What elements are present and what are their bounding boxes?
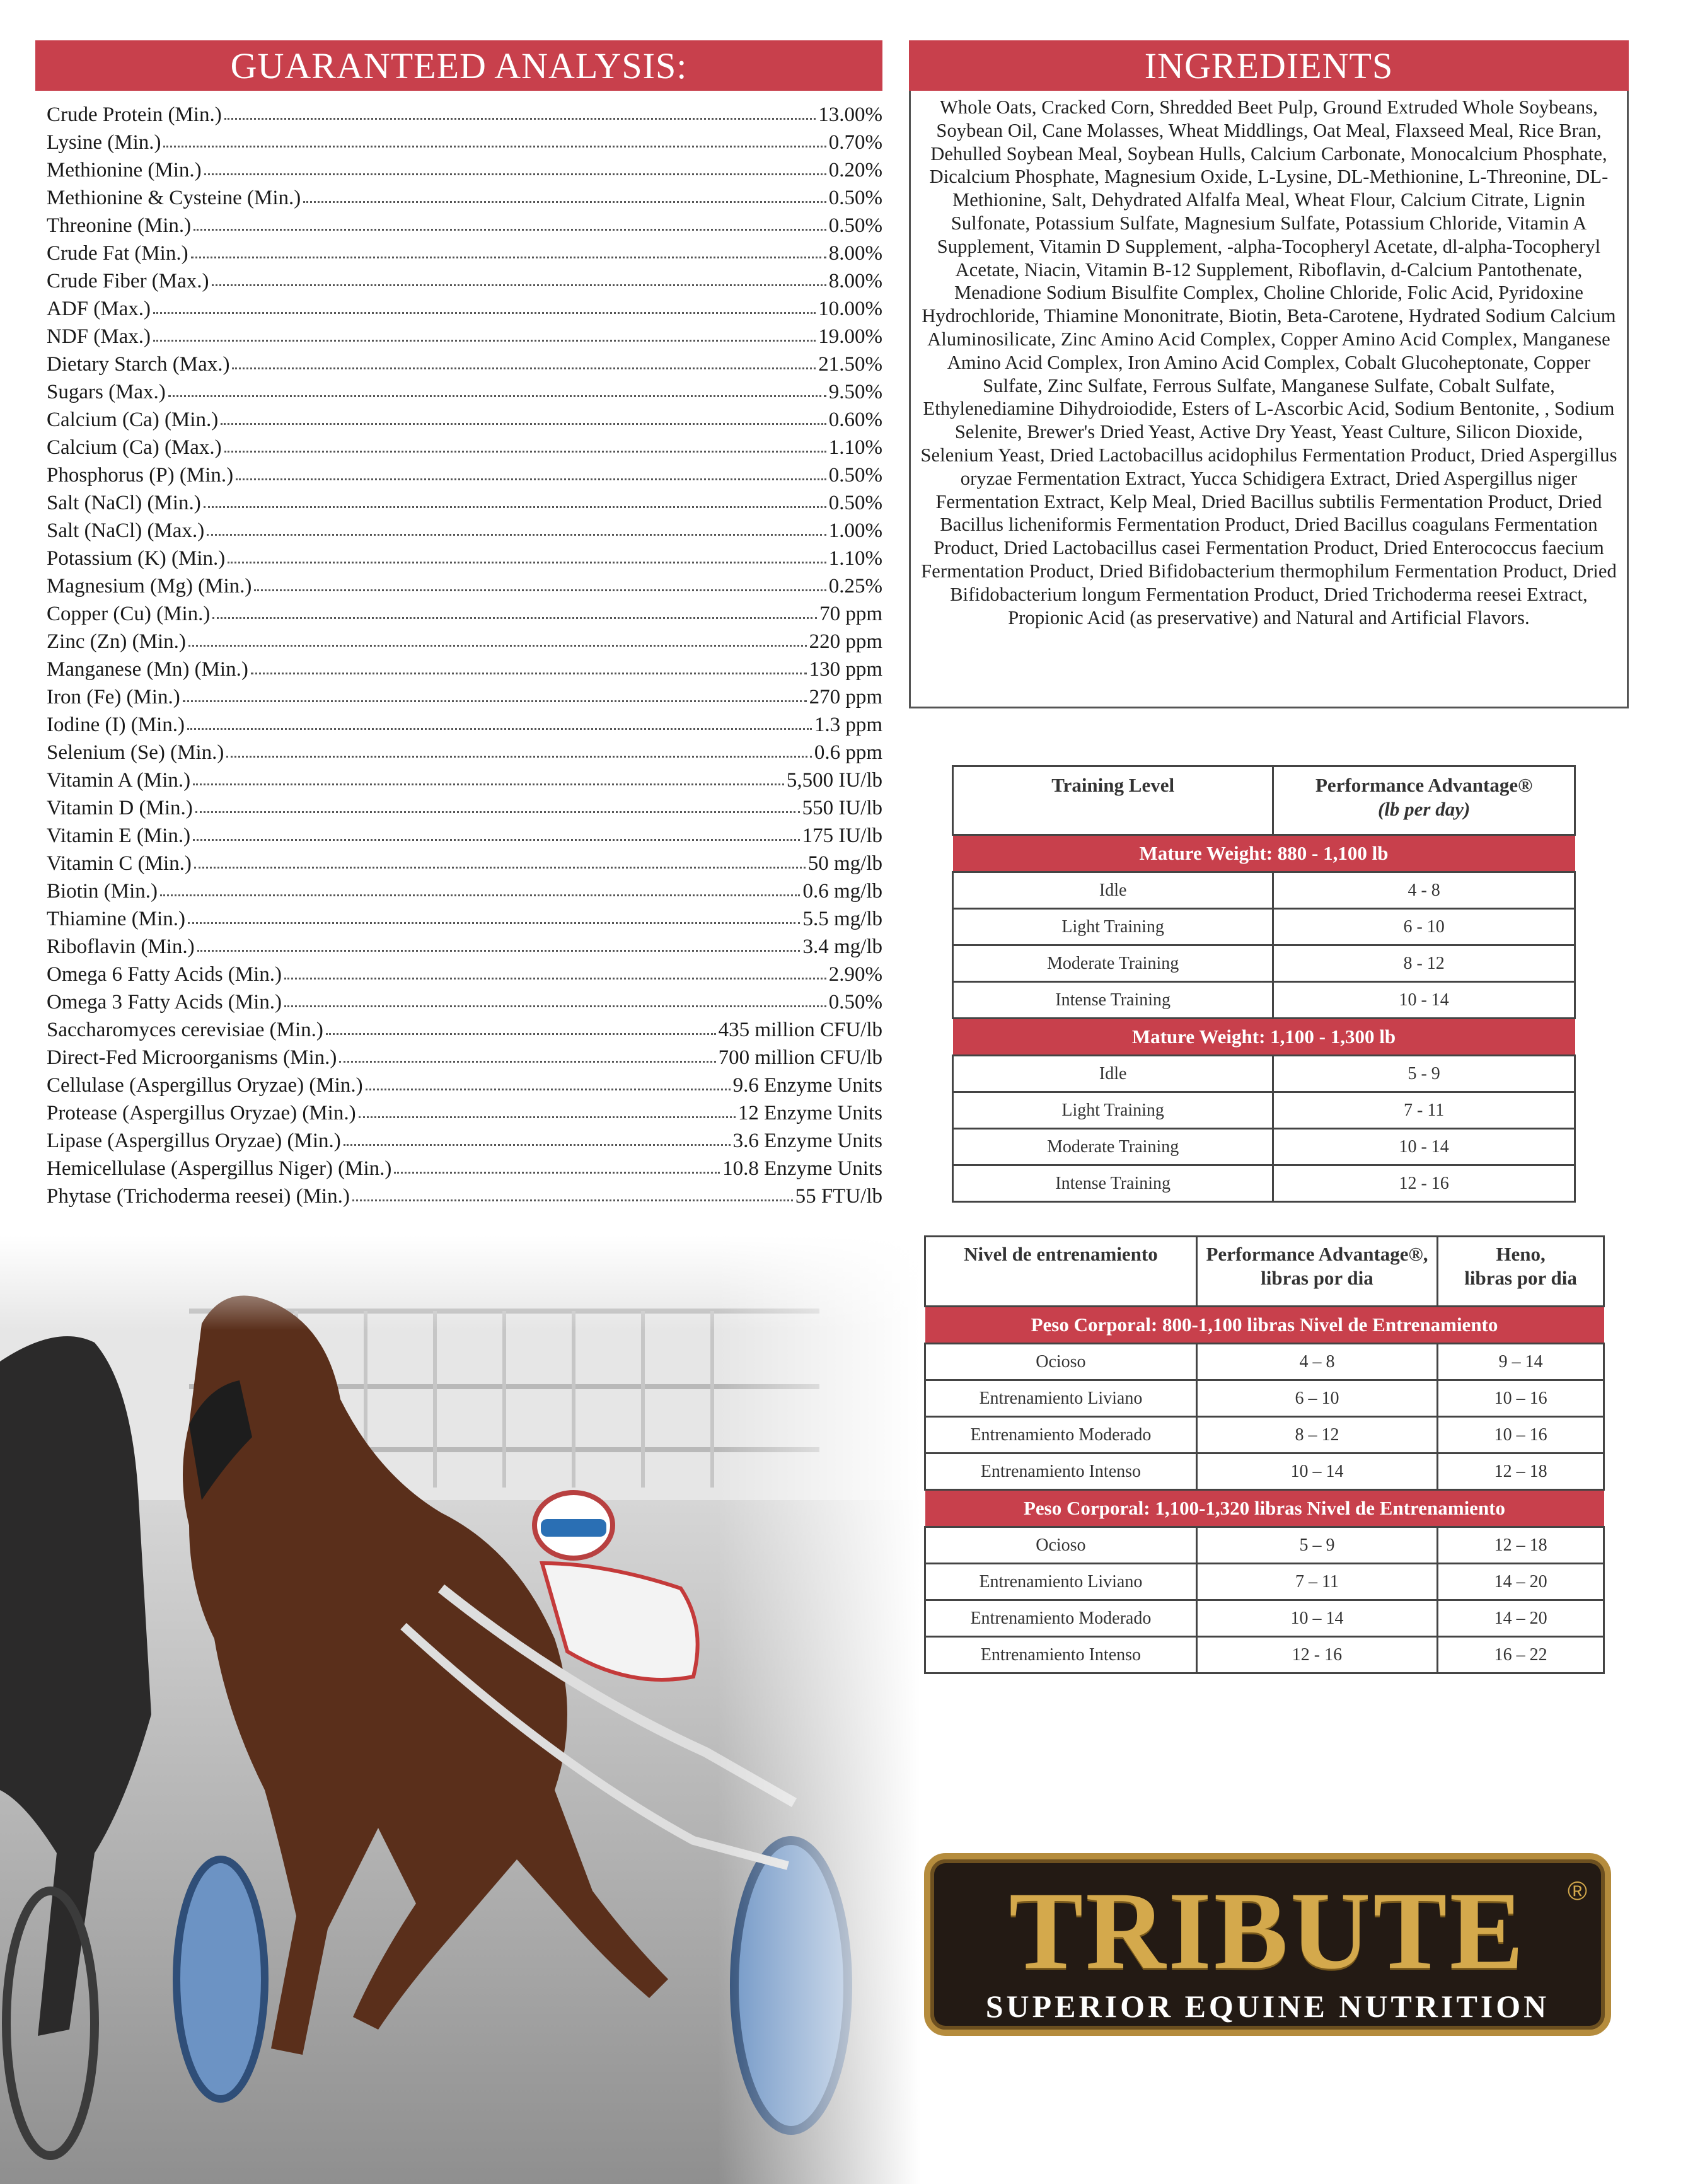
cell-level: Light Training [953, 909, 1273, 945]
analysis-row [47, 656, 882, 683]
analysis-nutrient: Zinc (Zn) (Min.) [47, 630, 186, 653]
analysis-value: 70 ppm [819, 603, 882, 625]
analysis-nutrient: Cellulase (Aspergillus Oryzae) (Min.) [47, 1074, 363, 1097]
analysis-nutrient: Omega 6 Fatty Acids (Min.) [47, 963, 282, 986]
dot-leader [344, 1139, 731, 1146]
analysis-value: 1.3 ppm [814, 714, 882, 736]
cell-amount: 4 - 8 [1273, 872, 1575, 909]
analysis-row [47, 378, 882, 406]
analysis-nutrient: Vitamin C (Min.) [47, 852, 192, 875]
analysis-row [47, 739, 882, 766]
dot-leader [183, 695, 807, 702]
analysis-value: 0.50% [828, 991, 882, 1014]
cell-level: Moderate Training [953, 1129, 1273, 1165]
analysis-value: 8.00% [828, 242, 882, 265]
cell-level: Entrenamiento Intenso [925, 1637, 1197, 1673]
analysis-value: 10.00% [818, 298, 882, 320]
dot-leader [187, 723, 812, 730]
dot-leader [195, 806, 800, 813]
analysis-nutrient: Manganese (Mn) (Min.) [47, 658, 248, 681]
table-row [953, 1056, 1575, 1092]
cell-amount: 4 – 8 [1196, 1344, 1437, 1380]
table-row [925, 1527, 1604, 1564]
analysis-nutrient: Riboflavin (Min.) [47, 935, 195, 958]
analysis-nutrient: Saccharomyces cerevisiae (Min.) [47, 1019, 323, 1041]
dot-leader [326, 1028, 716, 1035]
dot-leader [168, 390, 826, 397]
table-row [925, 1344, 1604, 1380]
cell-hay: 14 – 20 [1438, 1564, 1604, 1600]
cell-amount: 10 - 14 [1273, 1129, 1575, 1165]
table-row [925, 1417, 1604, 1453]
table-row [953, 982, 1575, 1019]
analysis-value: 175 IU/lb [802, 824, 882, 847]
analysis-nutrient: Vitamin D (Min.) [47, 797, 193, 819]
guaranteed-analysis-list [47, 101, 882, 1210]
analysis-value: 130 ppm [809, 658, 882, 681]
table-row [953, 872, 1575, 909]
cell-level: Entrenamiento Intenso [925, 1453, 1197, 1490]
dot-leader [197, 945, 801, 952]
dot-leader [163, 141, 826, 147]
logo-wordmark: TRIBUTE [1009, 1869, 1527, 1992]
dot-leader [226, 751, 811, 758]
analysis-row [47, 240, 882, 267]
analysis-nutrient: Methionine (Min.) [47, 159, 202, 182]
analysis-row [47, 212, 882, 240]
table-row [925, 1380, 1604, 1417]
dot-leader [188, 640, 807, 647]
analysis-nutrient: Salt (NaCl) (Min.) [47, 492, 201, 514]
dot-leader [236, 473, 826, 480]
analysis-value: 0.25% [828, 575, 882, 598]
section-title: Mature Weight: 880 - 1,100 lb [953, 835, 1575, 872]
cell-level: Intense Training [953, 982, 1273, 1019]
cell-amount: 12 - 16 [1273, 1165, 1575, 1202]
feeding-table-english [952, 765, 1576, 1203]
analysis-nutrient: Threonine (Min.) [47, 214, 192, 237]
header-nivel: Nivel de entrenamiento [925, 1237, 1197, 1307]
cell-hay: 10 – 16 [1438, 1417, 1604, 1453]
table-row [925, 1637, 1604, 1673]
analysis-row [47, 1099, 882, 1127]
dot-leader [212, 612, 817, 619]
analysis-value: 10.8 Enzyme Units [722, 1157, 882, 1180]
cell-level: Ocioso [925, 1344, 1197, 1380]
cell-amount: 7 - 11 [1273, 1092, 1575, 1129]
analysis-value: 0.20% [828, 159, 882, 182]
header-training-level: Training Level [953, 766, 1273, 835]
analysis-nutrient: Phytase (Trichoderma reesei) (Min.) [47, 1185, 350, 1208]
guaranteed-analysis-title: GUARANTEED ANALYSIS: [230, 45, 688, 86]
analysis-value: 5,500 IU/lb [786, 769, 882, 792]
cell-amount: 6 – 10 [1196, 1380, 1437, 1417]
analysis-row [47, 1016, 882, 1044]
table-row [925, 1600, 1604, 1637]
table-row [953, 1165, 1575, 1202]
dot-leader [366, 1083, 731, 1090]
dot-leader [207, 529, 826, 536]
cell-level: Ocioso [925, 1527, 1197, 1564]
cell-hay: 12 – 18 [1438, 1453, 1604, 1490]
analysis-row [47, 683, 882, 711]
section-header-row [925, 1490, 1604, 1527]
header-performance-advantage-es: Performance Advantage®, libras por dia [1196, 1237, 1437, 1307]
harness-racing-photo [0, 1235, 920, 2184]
analysis-nutrient: Dietary Starch (Max.) [47, 353, 230, 376]
analysis-nutrient: Copper (Cu) (Min.) [47, 603, 211, 625]
cell-level: Light Training [953, 1092, 1273, 1129]
analysis-value: 435 million CFU/lb [718, 1019, 882, 1041]
cell-amount: 10 – 14 [1196, 1600, 1437, 1637]
analysis-nutrient: Calcium (Ca) (Max.) [47, 436, 222, 459]
analysis-row [47, 766, 882, 794]
analysis-row [47, 156, 882, 184]
dot-leader [191, 251, 826, 258]
cell-level: Entrenamiento Moderado [925, 1417, 1197, 1453]
analysis-row [47, 517, 882, 545]
dot-leader [303, 196, 826, 203]
analysis-nutrient: Hemicellulase (Aspergillus Niger) (Min.) [47, 1157, 392, 1180]
table-header-row [925, 1237, 1604, 1307]
analysis-nutrient: Iron (Fe) (Min.) [47, 686, 180, 708]
analysis-value: 1.10% [828, 547, 882, 570]
analysis-nutrient: Methionine & Cysteine (Min.) [47, 187, 301, 209]
analysis-nutrient: Phosphorus (P) (Min.) [47, 464, 234, 487]
analysis-row [47, 850, 882, 877]
analysis-row [47, 905, 882, 933]
ingredients-text: Whole Oats, Cracked Corn, Shredded Beet Pulp, Ground Extruded Whole Soybeans, Soybean Oil, Cane Molasses, Wheat Middlings, Oat Meal, Flaxseed Meal, Rice Bran, Dehulled Soybean Meal, Soybean Hulls, Calcium Carbonate, Monocalcium Phosphate, Dicalcium Phosphate, Magnesium Oxide, L-Lysine, DL-Methionine, L-Threonine, DL- Methionine, Salt, Dehydrated Alfalfa Meal, Wheat Flour, Calcium Citrate, Lignin Sulfonate, Potassium Sulfate, Magnesium Sulfate, Potassium Chloride, Vitamin A Supplement, Vitamin D Supplement, -alpha-Tocopheryl Acetate, dl-alpha-Tocopheryl Acetate, Niacin, Vitamin B-12 Supplement, Riboflavin, d-Calcium Pantothenate, Menadione Sodium Bisulfite Complex, Choline Chloride, Folic Acid, Pyridoxine Hydrochloride, Thiamine Mononitrate, Biotin, Beta-Carotene, Hydrated Sodium Calcium Aluminosilicate, Zinc Amino Acid Complex, Copper Amino Acid Complex, Manganese Amino Acid Complex, Iron Amino Acid Complex, Cobalt Glucoheptonate, Copper Sulfate, Zinc Sulfate, Ferrous Sulfate, Manganese Sulfate, Cobalt Sulfate, Ethylenediamine Dihydroiodide, Esters of L-Ascorbic Acid, Sodium Bentonite, , Sodium Selenite, Brewer's Dried Yeast, Active Dry Yeast, Yeast Culture, Silicon Dioxide, Selenium Yeast, Dried Lactobacillus acidophilus Fermentation Product, Dried Aspergillus oryzae Fermentation Extract, Yucca Schidigera Extract, Dried Aspergillus niger Fermentation Extract, Kelp Meal, Dried Bacillus subtilis Fermentation Product, Dried Bacillus licheniformis Fermentation Product, Dried Bacillus coagulans Fermentation Product, Dried Lactobacillus casei Fermentation Product, Dried Enterococcus faecium Fermentation Product, Dried Bifidobacterium thermophilum Fermentation Product, Dried Bifidobacterium longum Fermentation Product, Dried Trichoderma reesei Extract, Propionic Acid (as preservative) and Natural and Artificial Flavors. [920, 96, 1617, 628]
dot-leader [228, 557, 826, 563]
ingredients-box [909, 91, 1629, 708]
analysis-nutrient: Selenium (Se) (Min.) [47, 741, 224, 764]
header-unit: (lb per day) [1377, 798, 1471, 820]
cell-level: Entrenamiento Moderado [925, 1600, 1197, 1637]
analysis-row [47, 1155, 882, 1182]
registered-mark: ® [1568, 1876, 1587, 1905]
analysis-value: 8.00% [828, 270, 882, 292]
dot-leader [193, 778, 784, 785]
cell-amount: 6 - 10 [1273, 909, 1575, 945]
dot-leader [221, 418, 826, 425]
cell-level: Moderate Training [953, 945, 1273, 982]
analysis-value: 0.6 mg/lb [802, 880, 882, 903]
dot-leader [254, 584, 826, 591]
dot-leader [160, 889, 800, 896]
dot-leader [194, 862, 806, 869]
header-heno: Heno, libras por dia [1438, 1237, 1604, 1307]
analysis-value: 700 million CFU/lb [718, 1046, 882, 1069]
cell-level: Entrenamiento Liviano [925, 1380, 1197, 1417]
analysis-row [47, 434, 882, 461]
table-row [953, 1092, 1575, 1129]
analysis-value: 9.50% [828, 381, 882, 403]
section-header-row [953, 1019, 1575, 1056]
analysis-row [47, 461, 882, 489]
analysis-row [47, 572, 882, 600]
analysis-nutrient: Vitamin E (Min.) [47, 824, 191, 847]
analysis-row [47, 350, 882, 378]
analysis-nutrient: Omega 3 Fatty Acids (Min.) [47, 991, 282, 1014]
cell-hay: 10 – 16 [1438, 1380, 1604, 1417]
analysis-nutrient: Salt (NaCl) (Max.) [47, 519, 205, 542]
tribute-logo [924, 1853, 1611, 2036]
analysis-value: 0.70% [828, 131, 882, 154]
analysis-row [47, 961, 882, 988]
analysis-value: 270 ppm [809, 686, 882, 708]
analysis-row [47, 933, 882, 961]
table-row [953, 909, 1575, 945]
dot-leader [251, 667, 807, 674]
section-header-row [925, 1307, 1604, 1344]
analysis-value: 55 FTU/lb [795, 1185, 882, 1208]
analysis-row [47, 323, 882, 350]
analysis-row [47, 1127, 882, 1155]
analysis-row [47, 877, 882, 905]
section-title: Peso Corporal: 1,100-1,320 libras Nivel de Entrenamiento [925, 1490, 1604, 1527]
analysis-row [47, 822, 882, 850]
analysis-value: 220 ppm [809, 630, 882, 653]
dot-leader [153, 307, 816, 314]
dot-leader [284, 973, 826, 979]
analysis-row [47, 489, 882, 517]
ingredients-title: INGREDIENTS [1144, 45, 1394, 86]
cell-level: Intense Training [953, 1165, 1273, 1202]
header-performance-advantage: Performance Advantage® (lb per day) [1273, 766, 1575, 835]
analysis-nutrient: Lysine (Min.) [47, 131, 161, 154]
analysis-value: 0.50% [828, 214, 882, 237]
dot-leader [359, 1111, 736, 1118]
analysis-row [47, 101, 882, 129]
analysis-row [47, 129, 882, 156]
cell-amount: 5 – 9 [1196, 1527, 1437, 1564]
analysis-row [47, 988, 882, 1016]
analysis-value: 0.50% [828, 464, 882, 487]
dot-leader [224, 446, 826, 453]
section-title: Mature Weight: 1,100 - 1,300 lb [953, 1019, 1575, 1056]
cell-amount: 8 – 12 [1196, 1417, 1437, 1453]
cell-level: Entrenamiento Liviano [925, 1564, 1197, 1600]
analysis-row [47, 711, 882, 739]
analysis-nutrient: ADF (Max.) [47, 298, 151, 320]
analysis-nutrient: Potassium (K) (Min.) [47, 547, 226, 570]
cell-amount: 7 – 11 [1196, 1564, 1437, 1600]
dot-leader [204, 501, 826, 508]
analysis-row [47, 184, 882, 212]
analysis-value: 9.6 Enzyme Units [732, 1074, 882, 1097]
analysis-value: 1.00% [828, 519, 882, 542]
analysis-nutrient: Iodine (I) (Min.) [47, 714, 185, 736]
analysis-row [47, 545, 882, 572]
analysis-nutrient: Crude Protein (Min.) [47, 103, 222, 126]
analysis-row [47, 295, 882, 323]
analysis-value: 0.6 ppm [814, 741, 882, 764]
analysis-nutrient: Vitamin A (Min.) [47, 769, 191, 792]
cell-hay: 14 – 20 [1438, 1600, 1604, 1637]
analysis-value: 50 mg/lb [807, 852, 882, 875]
analysis-value: 5.5 mg/lb [802, 908, 882, 930]
analysis-nutrient: Biotin (Min.) [47, 880, 158, 903]
feeding-table-spanish [924, 1235, 1605, 1674]
dot-leader [204, 168, 826, 175]
analysis-nutrient: Lipase (Aspergillus Oryzae) (Min.) [47, 1130, 341, 1152]
cell-amount: 12 - 16 [1196, 1637, 1437, 1673]
cell-hay: 12 – 18 [1438, 1527, 1604, 1564]
dot-leader [352, 1194, 793, 1201]
analysis-row [47, 600, 882, 628]
dot-leader [224, 113, 816, 120]
analysis-value: 0.50% [828, 187, 882, 209]
analysis-row [47, 794, 882, 822]
analysis-nutrient: Magnesium (Mg) (Min.) [47, 575, 252, 598]
cell-amount: 10 – 14 [1196, 1453, 1437, 1490]
analysis-row [47, 628, 882, 656]
analysis-row [47, 406, 882, 434]
ingredients-heading [909, 40, 1629, 91]
analysis-nutrient: Protease (Aspergillus Oryzae) (Min.) [47, 1102, 356, 1124]
table-row [953, 945, 1575, 982]
cell-level: Idle [953, 1056, 1273, 1092]
dot-leader [232, 362, 816, 369]
analysis-value: 3.4 mg/lb [802, 935, 882, 958]
analysis-nutrient: Crude Fiber (Max.) [47, 270, 209, 292]
table-row [925, 1453, 1604, 1490]
cell-amount: 5 - 9 [1273, 1056, 1575, 1092]
section-title: Peso Corporal: 800-1,100 libras Nivel de Entrenamiento [925, 1307, 1604, 1344]
analysis-value: 19.00% [818, 325, 882, 348]
table-row [925, 1564, 1604, 1600]
dot-leader [394, 1167, 720, 1174]
analysis-row [47, 1182, 882, 1210]
cell-amount: 10 - 14 [1273, 982, 1575, 1019]
cell-amount: 8 - 12 [1273, 945, 1575, 982]
analysis-value: 550 IU/lb [802, 797, 882, 819]
analysis-nutrient: Calcium (Ca) (Min.) [47, 408, 219, 431]
cell-level: Idle [953, 872, 1273, 909]
analysis-nutrient: Crude Fat (Min.) [47, 242, 188, 265]
analysis-row [47, 1072, 882, 1099]
dot-leader [193, 834, 800, 841]
analysis-value: 2.90% [828, 963, 882, 986]
analysis-value: 1.10% [828, 436, 882, 459]
cell-hay: 9 – 14 [1438, 1344, 1604, 1380]
section-header-row [953, 835, 1575, 872]
analysis-value: 12 Enzyme Units [737, 1102, 882, 1124]
dot-leader [188, 917, 801, 924]
logo-tagline: SUPERIOR EQUINE NUTRITION [985, 1989, 1550, 2024]
analysis-value: 3.6 Enzyme Units [732, 1130, 882, 1152]
analysis-nutrient: NDF (Max.) [47, 325, 151, 348]
analysis-row [47, 1044, 882, 1072]
table-header-row [953, 766, 1575, 835]
dot-leader [194, 224, 826, 231]
analysis-nutrient: Thiamine (Min.) [47, 908, 185, 930]
analysis-nutrient: Sugars (Max.) [47, 381, 166, 403]
dot-leader [153, 335, 816, 342]
dot-leader [284, 1000, 826, 1007]
analysis-value: 13.00% [818, 103, 882, 126]
analysis-value: 0.50% [828, 492, 882, 514]
dot-leader [212, 279, 826, 286]
guaranteed-analysis-heading [35, 40, 882, 91]
dot-leader [339, 1056, 715, 1063]
cell-hay: 16 – 22 [1438, 1637, 1604, 1673]
table-row [953, 1129, 1575, 1165]
analysis-value: 21.50% [818, 353, 882, 376]
analysis-value: 0.60% [828, 408, 882, 431]
analysis-nutrient: Direct-Fed Microorganisms (Min.) [47, 1046, 337, 1069]
analysis-row [47, 267, 882, 295]
